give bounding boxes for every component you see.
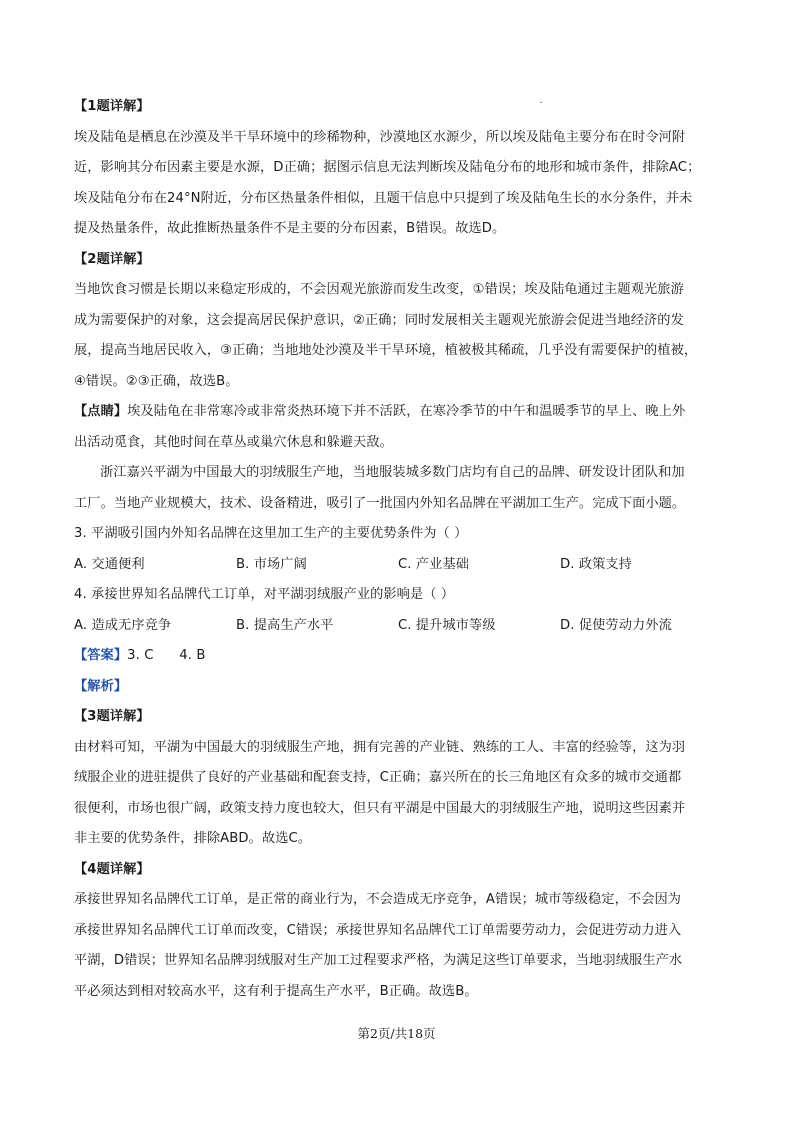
tip-line <box>74 397 724 428</box>
option-b: B. 提高生产水平 <box>236 617 334 633</box>
option-c: C. 提升城市等级 <box>398 617 496 633</box>
q4-text-line: 平湖，D错误；世界知名品牌羽绒服对生产加工过程要求严格，为满足这些订单要求，当地羽绒服生产水 <box>74 953 683 968</box>
q2-text-line: 当地饮食习惯是长期以来稳定形成的，不会因观光旅游而发生改变，①错误；埃及陆龟通过主题观光旅游 <box>74 282 684 297</box>
q1-text-line: 提及热量条件，故此推断热量条件不是主要的分布因素，B错误。故选D。 <box>74 221 506 236</box>
analysis-label: 【解析】 <box>74 678 128 694</box>
page-number-footer: 第2页/共18页 <box>357 1026 436 1041</box>
q3-text-line: 非主要的优势条件，排除ABD。故选C。 <box>74 831 312 846</box>
option-a: A. 交通便利 <box>74 556 145 572</box>
option-a: A. 造成无序竞争 <box>74 617 172 633</box>
option-b: B. 市场广阔 <box>236 556 307 572</box>
q4-text-line: 平必须达到相对较高水平，这有利于提高生产水平，B正确。故选B。 <box>74 983 478 999</box>
q3-text-line: 由材料可知，平湖为中国最大的羽绒服生产地，拥有完善的产业链、熟练的工人、丰富的经验等，这为羽 <box>74 739 686 755</box>
answer-line <box>74 641 724 672</box>
answer-text: 3. C 4. B <box>127 648 206 663</box>
q3-text-line: 绒服企业的进驻提供了良好的产业基础和配套支持，C正确；嘉兴所在的长三角地区有众多的城市交通都 <box>74 770 682 785</box>
tip-text-line: 出活动觅食，其他时间在草丛或巢穴休息和躲避天敌。 <box>74 434 393 450</box>
q2-text-line: 成为需要保护的对象，这会提高居民保护意识，②正确；同时发展相关主题观光旅游会促进当地经济的发 <box>74 312 684 328</box>
material-text-line: 工厂。当地产业规模大，技术、设备精进，吸引了一批国内外知名品牌在平湖加工生产。完成下面小题。 <box>74 495 686 511</box>
question-3-stem: 3. 平湖吸引国内外知名品牌在这里加工生产的主要优势条件为（ ） <box>74 526 468 541</box>
q3-text-line: 很便利，市场也很广阔，政策支持力度也较大，但只有平湖是中国最大的羽绒服生产地，说明这些因素并 <box>74 800 686 816</box>
tip-heading: 【点睛】 <box>74 404 128 419</box>
q2-text-line: 展，提高当地居民收入，③正确；当地地处沙漠及半干旱环境，植被极其稀疏，几乎没有需要保护的植被， <box>74 343 698 358</box>
q1-text-line: 埃及陆龟是栖息在沙漠及半干旱环境中的珍稀物种，沙漠地区水源少，所以埃及陆龟主要分布在时令河附 <box>74 129 686 145</box>
q4-text-line: 承接世界知名品牌代工订单而改变，C错误；承接世界知名品牌代工订单需要劳动力，会促进劳动力进入 <box>74 922 682 938</box>
question-3-options <box>74 550 724 581</box>
option-c: C. 产业基础 <box>398 556 470 572</box>
q3-heading: 【3题详解】 <box>74 709 150 724</box>
answer-label: 【答案】 <box>74 648 128 663</box>
q1-text-line: 近，影响其分布因素主要是水源，D正确；据图示信息无法判断埃及陆龟分布的地形和城市条件，排除AC； <box>74 160 701 175</box>
page-content <box>74 92 724 1007</box>
q4-text-line: 承接世界知名品牌代工订单，是正常的商业行为，不会造成无序竞争，A错误；城市等级稳定，不会因为 <box>74 892 682 907</box>
q1-heading: 【1题详解】 <box>74 99 150 114</box>
q2-heading: 【2题详解】 <box>74 251 150 267</box>
tip-text: 埃及陆龟在非常寒冷或非常炎热环境下并不活跃，在寒冷季节的中午和温暖季节的早上、晚上外 <box>127 404 686 419</box>
option-d: D. 政策支持 <box>560 556 632 572</box>
material-text-line: 浙江嘉兴平湖为中国最大的羽绒服生产地，当地服装城多数门店均有自己的品牌、研发设计团队和加 <box>100 465 685 480</box>
option-d: D. 促使劳动力外流 <box>560 617 672 633</box>
q1-text-line: 埃及陆龟分布在24°N附近，分布区热量条件相似，且题干信息中只提到了埃及陆龟生长的水分条件，并未 <box>74 190 693 206</box>
q2-text-line: ④错误。②③正确，故选B。 <box>74 373 239 389</box>
q4-heading: 【4题详解】 <box>74 861 150 877</box>
question-4-options <box>74 611 724 642</box>
question-4-stem: 4. 承接世界知名品牌代工订单，对平湖羽绒服产业的影响是（ ） <box>74 587 455 602</box>
